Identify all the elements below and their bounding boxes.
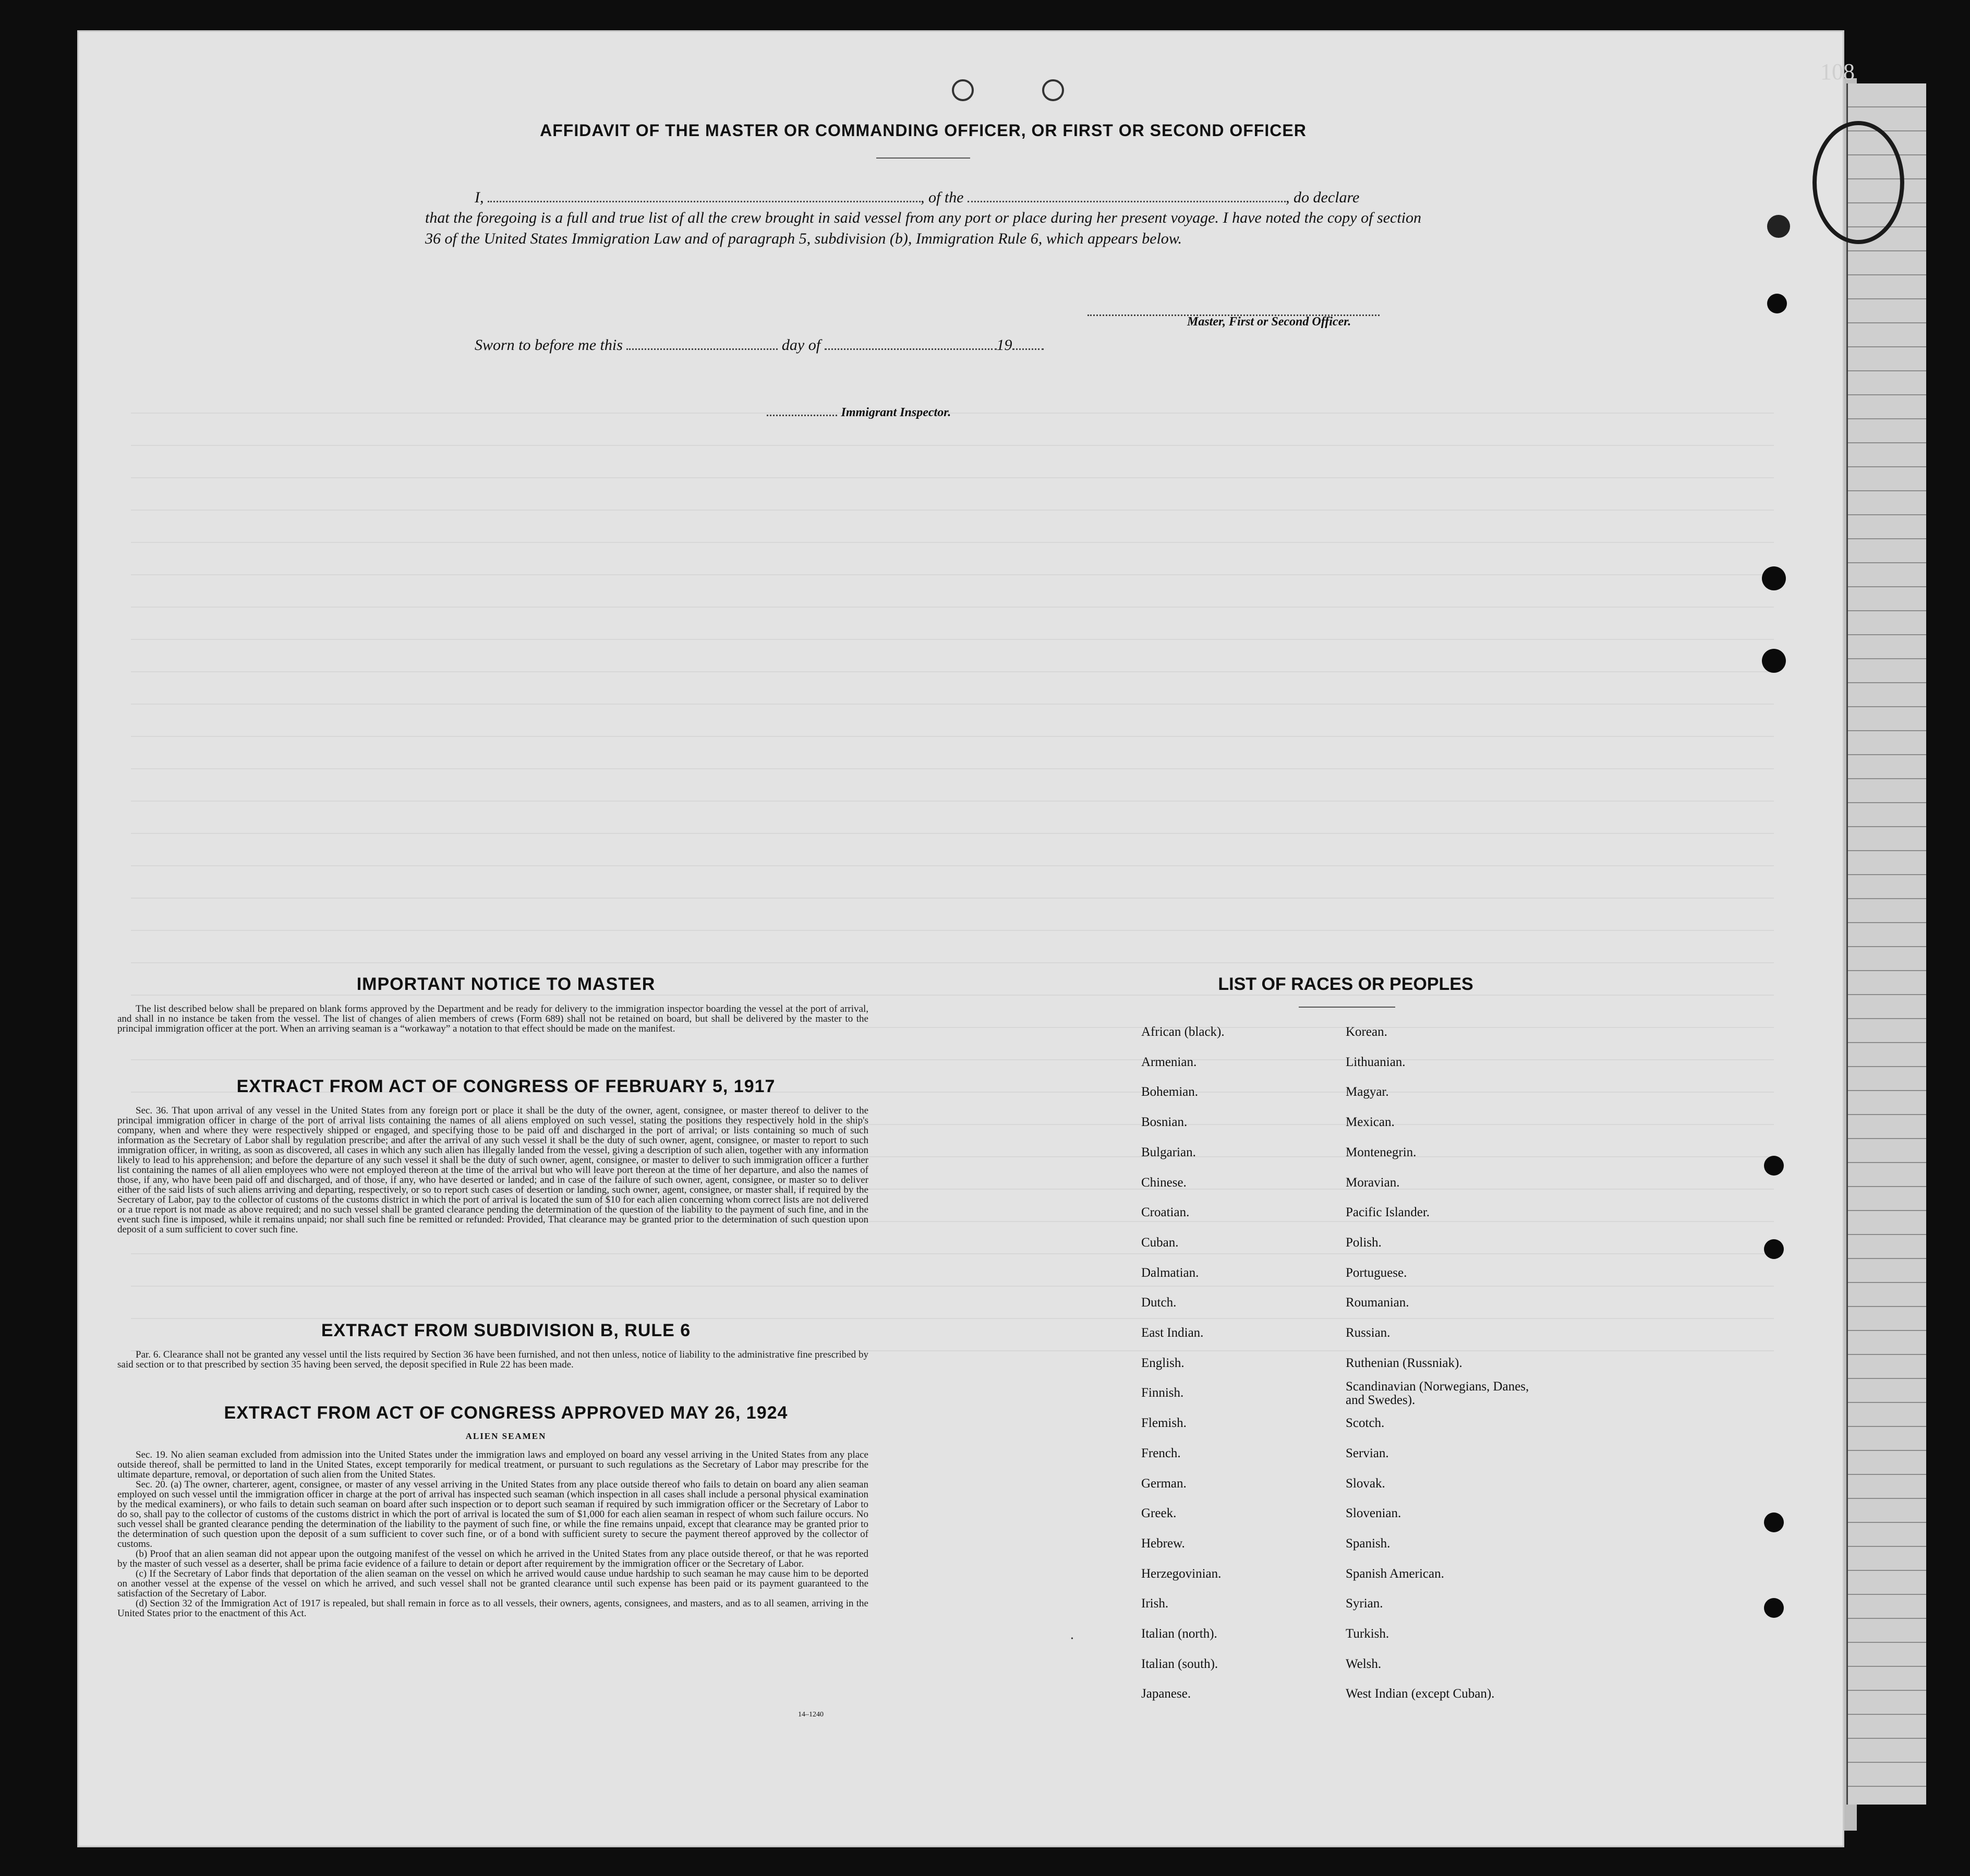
- race-item: Polish.: [1346, 1236, 1382, 1250]
- ghost-row: [131, 413, 1774, 414]
- sworn-month-blank: [825, 338, 997, 350]
- vessel-blank: [968, 190, 1286, 202]
- race-item: Scandinavian (Norwegians, Danes, and Swedes).: [1346, 1379, 1529, 1407]
- race-item: West Indian (except Cuban).: [1346, 1687, 1495, 1701]
- ghost-row: [131, 1059, 1774, 1060]
- notice-paragraph: The list described below shall be prepared on blank forms approved by the Department and be ready for delivery to the immigration inspector boarding the vessel at the port of arrival, and shall in no instance be taken from the vessel. The list of changes of alien members of crews (Form 689) shall not be retained on board, but shall be delivered by the master to the principal immigration officer at the port. When an arriving seaman is a “workaway” a notation to that effect should be made on the manifest.: [117, 1003, 868, 1034]
- sworn-year: 19: [996, 336, 1012, 354]
- ghost-row: [131, 542, 1774, 543]
- ghost-row: [131, 865, 1774, 866]
- ghost-row: [131, 639, 1774, 640]
- declare-of-the-label: , of the: [921, 189, 964, 206]
- ghost-row: [131, 704, 1774, 705]
- punch-hole-icon: [1764, 1598, 1784, 1618]
- sworn-prefix: Sworn to before me this: [475, 336, 623, 354]
- inspector-line: [767, 403, 951, 420]
- race-item: Welsh.: [1346, 1657, 1382, 1671]
- race-item: Roumanian.: [1346, 1296, 1409, 1310]
- rule-6-title: EXTRACT FROM SUBDIVISION B, RULE 6: [321, 1321, 691, 1340]
- inspector-blank: [767, 404, 837, 416]
- race-item: African (black).: [1141, 1025, 1225, 1039]
- form-number: 14–1240: [798, 1711, 824, 1718]
- act-1924-paragraph: Sec. 19. No alien seaman excluded from admission into the United States under the immigration laws and employed on board any vessel arriving in the United States from any place outside thereof, shall be permitted to land in the United States, except temporarily for medical treatment, or pursuant to such regulations as the Secretary of Labor may prescribe for the ultimate departure, removal, or deportation of such alien from the United States.: [117, 1449, 868, 1480]
- declaration-line: [475, 189, 1359, 207]
- ghost-row: [131, 510, 1774, 511]
- title-rule: [876, 158, 970, 159]
- race-item: Montenegrin.: [1346, 1145, 1417, 1159]
- act-1917-body: [117, 1106, 868, 1234]
- race-item: Mexican.: [1346, 1115, 1395, 1129]
- race-item: Croatian.: [1141, 1205, 1190, 1219]
- ghost-row: [131, 445, 1774, 446]
- race-item: Ruthenian (Russniak).: [1346, 1356, 1463, 1370]
- notice-body: [117, 1004, 868, 1034]
- page-number: 108: [1820, 59, 1855, 84]
- race-item: Dalmatian.: [1141, 1266, 1199, 1280]
- races-rule: [1299, 1007, 1395, 1008]
- affidavit-title: AFFIDAVIT OF THE MASTER OR COMMANDING OFFICER, OR FIRST OR SECOND OFFICER: [540, 121, 1307, 140]
- punch-hole-icon: [1764, 1239, 1784, 1259]
- declare-do-declare-label: , do declare: [1286, 189, 1360, 206]
- race-item: Bulgarian.: [1141, 1145, 1196, 1159]
- act-1924-body: [117, 1450, 868, 1618]
- race-item: Slovenian.: [1346, 1506, 1401, 1520]
- act-1924-paragraph: (c) If the Secretary of Labor finds that deportation of the alien seaman on the vessel on which he arrived would cause undue hardship to such seaman he may cause him to be deported on another vessel at the expense of the vessel on which he arrived, and such vessel shall not be granted clearance until such expense has been paid or its payment guaranteed to the satisfaction of the Secretary of Labor.: [117, 1568, 868, 1599]
- race-item: Spanish.: [1346, 1536, 1391, 1551]
- signature-blank: [1087, 304, 1380, 316]
- race-item: Magyar.: [1346, 1085, 1389, 1099]
- affidavit-paragraph: that the foregoing is a full and true list of all the crew brought in said vessel from any port or place during her present voyage. I have noted the copy of section 36 of the United States Immigration Law and of paragraph 5, subdivision (b), Immigration Rule 6, which appears below.: [425, 209, 1421, 247]
- punch-hole-icon: [1764, 1156, 1784, 1176]
- race-item: Syrian.: [1346, 1596, 1383, 1611]
- race-item: Herzegovinian.: [1141, 1567, 1222, 1581]
- ghost-row: [131, 962, 1774, 963]
- race-item: English.: [1141, 1356, 1185, 1370]
- ghost-row: [131, 574, 1774, 575]
- ghost-row: [131, 1286, 1774, 1287]
- punch-hole-icon: [1762, 566, 1786, 590]
- ghost-row: [131, 477, 1774, 478]
- notice-title: IMPORTANT NOTICE TO MASTER: [356, 974, 656, 994]
- ghost-row: [131, 801, 1774, 802]
- act-1924-title: EXTRACT FROM ACT OF CONGRESS APPROVED MAY 26, 1924: [224, 1403, 788, 1423]
- race-item: Bohemian.: [1141, 1085, 1199, 1099]
- race-item: Lithuanian.: [1346, 1055, 1406, 1069]
- act-1924-subtitle: ALIEN SEAMEN: [465, 1431, 547, 1441]
- sworn-day-of: day of: [781, 336, 821, 354]
- race-item: Spanish American.: [1346, 1567, 1444, 1581]
- sworn-day-blank: [626, 338, 778, 350]
- act-1924-paragraph: Sec. 20. (a) The owner, charterer, agent, consignee, or master of any vessel arriving in the United States from any place outside thereof who fails to detain on board any alien seaman employed on such vessel until the immigration officer in charge at the port of arrival has inspected such seaman (which inspection in all cases shall include a personal physical examination by the medical examiners), or who fails to detain such seaman on board after such inspection or to deport such seaman if required by such immigration officer or the Secretary of Labor to do so, shall pay to the collector of customs of the customs district in which the port of arrival is located the sum of $1,000 for each alien seaman in respect of whom such failure occurs. No such vessel shall be granted clearance pending the determination of the liability to the payment of such fine, or while the fine remains unpaid, except that clearance may be granted prior to the determination of such question upon the deposit of a sum sufficient to cover such fine, or of a bond with sufficient surety to secure the payment thereof approved by the collector of customs.: [117, 1479, 868, 1550]
- race-item: French.: [1141, 1446, 1181, 1460]
- punch-hole-icon: [1767, 215, 1790, 238]
- ghost-row: [131, 736, 1774, 737]
- act-1924-paragraph: (d) Section 32 of the Immigration Act of 1917 is repealed, but shall remain in force as to all vessels, their owners, agents, consignees, and masters, and as to all seamen, arriving in the United States prior to the enactment of this Act.: [117, 1598, 868, 1619]
- race-item: East Indian.: [1141, 1326, 1204, 1340]
- race-item: Pacific Islander.: [1346, 1205, 1430, 1219]
- race-item: Hebrew.: [1141, 1536, 1185, 1551]
- race-item: Italian (south).: [1141, 1657, 1218, 1671]
- ruled-page-strip: [1846, 83, 1926, 1805]
- race-item: Moravian.: [1346, 1176, 1400, 1190]
- race-item: Finnish.: [1141, 1386, 1184, 1400]
- act-1917-title: EXTRACT FROM ACT OF CONGRESS OF FEBRUARY 5, 1917: [236, 1076, 776, 1096]
- declare-i-label: I,: [475, 189, 484, 206]
- race-item: Cuban.: [1141, 1236, 1179, 1250]
- race-item: Bosnian.: [1141, 1115, 1188, 1129]
- rule-6-body: [117, 1350, 868, 1370]
- ghost-row: [131, 833, 1774, 834]
- race-item: Italian (north).: [1141, 1627, 1217, 1641]
- ghost-row: [131, 930, 1774, 931]
- race-item: Chinese.: [1141, 1176, 1187, 1190]
- race-item: Irish.: [1141, 1596, 1169, 1611]
- punch-hole-icon: [1764, 1512, 1784, 1532]
- act-1917-paragraph: Sec. 36. That upon arrival of any vessel in the United States from any foreign port or place it shall be the duty of the owner, agent, consignee, or master thereof to deliver to the principal immigration officer in charge of the port of arrival lists containing the names of all aliens employed on such vessel, stating the positions they respectively hold in the ship's company, when and where they were respectively shipped or engaged, and specifying those to be paid off and discharged in the port of arrival; or lists containing so much of such information as the Secretary of Labor shall by regulation prescribe; and after the arrival of any such vessel it shall be the duty of such owner, agent, consignee, or master to report to such immigration officer, in writing, as soon as discovered, all cases in which any such alien has illegally landed from the vessel, giving a description of such alien, together with any information likely to lead to his apprehension; and before the departure of any such vessel it shall be the duty of such owner, agent, consignee, or master to deliver to such immigration officer a further list containing the names of all alien employees who were not employed thereon at the time of the arrival but who will leave port thereon at the time of her departure, and also the names of those, if any, who have been paid off and discharged, and of those, if any, who have deserted or landed; and in case of the failure of such owner, agent, consignee, or master so to deliver either of the said lists of such aliens arriving and departing, respectively, or so to report such cases of desertion or landing, such owner, agent, consignee, or master shall, if required by the Secretary of Labor, pay to the collector of customs of the customs district in which the port of arrival is located the sum of $10 for each alien concerning whom correct lists are not delivered or a true report is not made as above required; and no such vessel shall be granted clearance pending the determination of the question of the liability to the payment of such fine, and in the event such fine is imposed, while it remains unpaid; nor shall such fine be remitted or refunded: Provided, That clearance may be granted prior to the determination of such question upon deposit of a sum sufficient to cover such fine.: [117, 1105, 868, 1235]
- act-1924-paragraph: (b) Proof that an alien seaman did not appear upon the outgoing manifest of the vessel on which he arrived in the United States from any place outside thereof, or that he was reported by the master of such vessel as a deserter, shall be prima facie evidence of a failure to detain or deport after requirement by the immigration officer or the Secretary of Labor.: [117, 1548, 868, 1569]
- race-item: Servian.: [1346, 1446, 1389, 1460]
- ghost-row: [131, 995, 1774, 996]
- signature-label: Master, First or Second Officer.: [1187, 315, 1351, 329]
- ghost-row: [131, 898, 1774, 899]
- punch-ring-icon: [952, 79, 974, 101]
- ghost-row: [131, 607, 1774, 608]
- ghost-row: [131, 1253, 1774, 1254]
- race-item: Flemish.: [1141, 1416, 1187, 1430]
- race-item: Greek.: [1141, 1506, 1177, 1520]
- punch-hole-icon: [1762, 649, 1786, 673]
- race-item: Armenian.: [1141, 1055, 1197, 1069]
- race-item: Scotch.: [1346, 1416, 1385, 1430]
- sworn-year-blank: [1012, 338, 1044, 350]
- race-item: Turkish.: [1346, 1627, 1389, 1641]
- race-item: Slovak.: [1346, 1476, 1385, 1491]
- race-item: Russian.: [1346, 1326, 1391, 1340]
- race-item: German.: [1141, 1476, 1187, 1491]
- bullet-mark: •: [1071, 1635, 1073, 1643]
- circular-stamp-icon: [1812, 121, 1904, 244]
- ghost-row: [131, 671, 1774, 672]
- race-item: Japanese.: [1141, 1687, 1191, 1701]
- rule-6-paragraph: Par. 6. Clearance shall not be granted any vessel until the lists required by Section 36 have been furnished, and not then unless, notice of liability to the administrative fine prescribed by said section or to that prescribed by section 35 having been served, the deposit specified in Rule 22 has been made.: [117, 1349, 868, 1370]
- ghost-row: [131, 1318, 1774, 1319]
- race-item: Portuguese.: [1346, 1266, 1407, 1280]
- race-item: Korean.: [1346, 1025, 1387, 1039]
- ghost-row: [131, 768, 1774, 769]
- race-item: Dutch.: [1141, 1296, 1177, 1310]
- punch-ring-icon: [1042, 79, 1064, 101]
- punch-hole-icon: [1767, 294, 1787, 313]
- sworn-line: [475, 336, 1044, 354]
- name-blank: [488, 190, 921, 202]
- inspector-label: Immigrant Inspector.: [841, 406, 951, 419]
- races-title: LIST OF RACES OR PEOPLES: [1218, 974, 1473, 994]
